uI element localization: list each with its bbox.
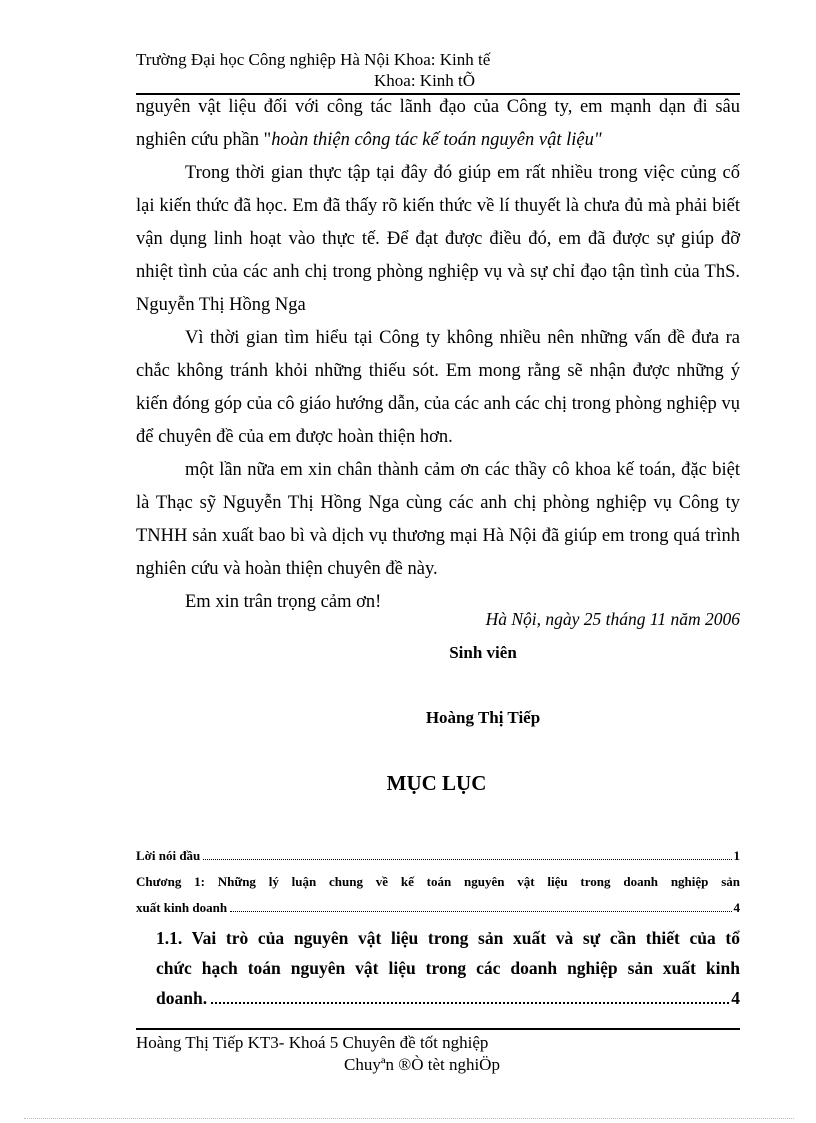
student-name: Hoàng Thị Tiếp xyxy=(425,708,541,727)
body-text xyxy=(136,91,740,619)
paragraph-1-text: nghiên cứu phần " xyxy=(136,130,272,150)
footer-line-2: Chuyªn ®Ò tèt nghiÖp xyxy=(344,1055,500,1074)
toc-entry-page: 1 xyxy=(733,848,740,863)
signature-role: Sinh viên xyxy=(449,643,517,662)
paragraph-1-line-1: nguyên vật liệu đối với công tác lãnh đạo của Công ty, em mạnh dạn đi sâu xyxy=(136,97,740,117)
toc-entry-label: Lời nói đầu xyxy=(136,848,201,863)
table-of-contents xyxy=(136,843,740,1013)
signature-date: Hà Nội, ngày 25 tháng 11 năm 2006 xyxy=(485,609,740,629)
header-line-2: Khoa: Kinh tÕ xyxy=(374,71,476,90)
thesis-topic: hoàn thiện công tác kế toán nguyên vật liệu xyxy=(271,130,594,150)
toc-leader xyxy=(203,859,731,860)
header-line-1: Trường Đại học Công nghiệp Hà Nội Khoa: Kinh tế xyxy=(136,50,491,69)
toc-entry-label-line-2: chức hạch toán nguyên vật liệu trong các doanh nghiệp sản xuất kinh xyxy=(156,958,740,978)
toc-entry-page: 4 xyxy=(731,988,740,1008)
footer-line-1: Hoàng Thị Tiếp KT3- Khoá 5 Chuyên đề tốt nghiệp xyxy=(136,1033,489,1052)
paragraph-1 xyxy=(136,91,740,124)
paragraph-2: Trong thời gian thực tập tại đây đó giúp em rất nhiều trong việc củng cố lại kiến thức đã học. Em đã thấy rõ kiến thức về lí thuyết là chưa đủ mà phải biết vận dụng linh hoạt vào thực tế. Để đạt được điều đó, em đã được sự giúp đỡ nhiệt tình của các anh chị trong phòng nghiệp vụ và sự chỉ đạo tận tình của ThS. Nguyễn Thị Hồng Nga xyxy=(136,163,740,315)
toc-title: MỤC LỤC xyxy=(386,771,487,795)
toc-entry[interactable] xyxy=(136,843,740,869)
toc-entry-page: 4 xyxy=(733,900,740,915)
toc-leader xyxy=(230,911,731,912)
closing-quote: " xyxy=(593,130,602,150)
toc-entry-label-line-1: 1.1. Vai trò của nguyên vật liệu trong sản xuất và sự cần thiết của tổ xyxy=(156,928,740,948)
toc-entry[interactable] xyxy=(136,869,740,921)
toc-entry-label-line-1: Chương 1: Những lý luận chung về kế toán nguyên vật liệu trong doanh nghiệp sản xyxy=(136,874,740,889)
toc-entry-label-line-2: xuất kinh doanh xyxy=(136,900,228,915)
paragraph-1-cont xyxy=(136,124,740,157)
paragraph-5: Em xin trân trọng cảm ơn! xyxy=(185,592,382,612)
toc-entry-label-line-3: doanh. xyxy=(156,988,208,1008)
footer-rule xyxy=(136,1028,740,1030)
toc-leader xyxy=(211,1002,729,1004)
paragraph-4: một lần nữa em xin chân thành cảm ơn các thầy cô khoa kế toán, đặc biệt là Thạc sỹ Nguyễn Thị Hồng Nga cùng các anh chị phòng nghiệp vụ Công ty TNHH sản xuất bao bì và dịch vụ thương mại Hà Nội đã giúp em trong quá trình nghiên cứu và hoàn thiện chuyên đề này. xyxy=(136,460,740,579)
toc-entry[interactable] xyxy=(136,923,740,1013)
paragraph-3: Vì thời gian tìm hiểu tại Công ty không nhiều nên những vấn đề đưa ra chắc không tránh khỏi những thiếu sót. Em mong rằng sẽ nhận được những ý kiến đóng góp của cô giáo hướng dẫn, của các anh các chị trong phòng nghiệp vụ để chuyên đề của em được hoàn thiện hơn. xyxy=(136,328,740,447)
page-break-line xyxy=(24,1118,794,1119)
